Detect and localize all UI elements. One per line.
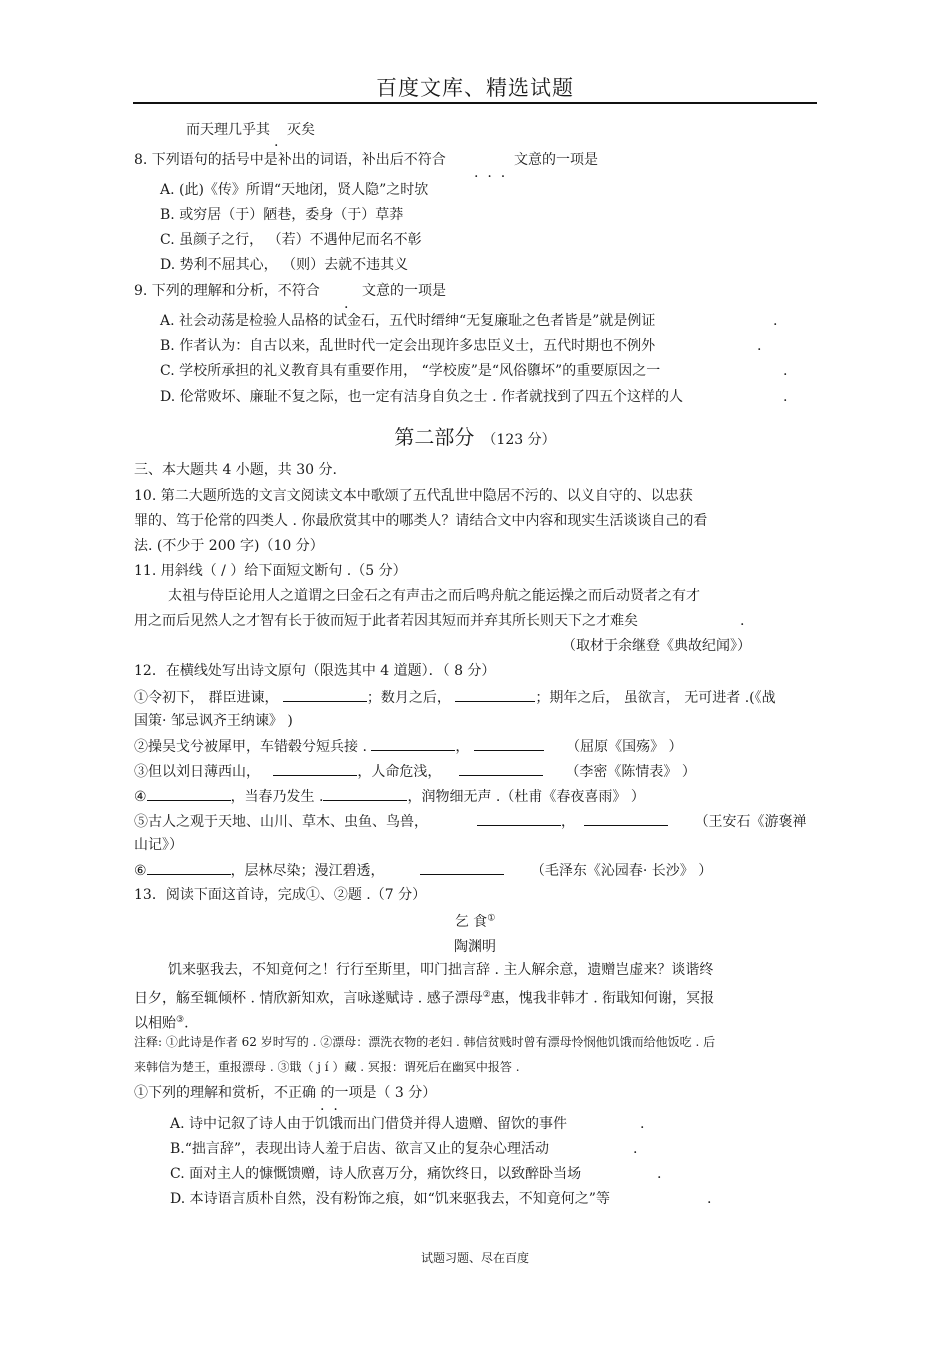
fill-item-1: ①令初下， 群臣进谏， ；数月之后， ；期年之后， 虽欲言， 无可进者 .(《战 bbox=[134, 690, 776, 706]
poem-line: 饥来驱我去，不知竟何之！行行至斯里，叩门拙言辞 . 主人解余意，遗赠岂虚来？谈谐终 bbox=[168, 962, 714, 978]
question-10: 10. 第二大题所选的文言文阅读文本中歌颂了五代乱世中隐居不污的、以义自守的、以忠获 bbox=[134, 488, 693, 504]
fill-item-6: ⑥ ，层林尽染；漫江碧透， （毛泽东《沁园春· 长沙》 ） bbox=[134, 863, 713, 879]
option-d: D. 势利不屈其心， （则）去就不违其义 bbox=[160, 257, 409, 273]
fill-item-3: ③但以刘日薄西山， ，人命危浅， （李密《陈情表》 ） bbox=[134, 764, 696, 780]
answer-blank[interactable] bbox=[323, 787, 407, 801]
period: . bbox=[740, 613, 745, 629]
poem-title: 乞 食① bbox=[454, 913, 496, 930]
question-8: 8. 下列语句的括号中是补出的词语，补出后不符合 bbox=[134, 152, 446, 168]
annotation-line: 来韩信为楚王，重报漂母 . ③戢（ j í ）藏 . 冥报：谓死后在幽冥中报答 . bbox=[134, 1060, 520, 1074]
poem-line: 日夕，觞至辄倾杯 . 情欣新知欢，言咏遂赋诗 . 感子漂母②惠，愧我非韩才 . 衔戢知何谢，冥报 bbox=[134, 990, 715, 1007]
answer-blank[interactable] bbox=[420, 861, 504, 875]
option-a: A. (此)《传》所谓“天地闭，贤人隐”之时欤 bbox=[160, 182, 429, 198]
question-9: 9. 下列的理解和分析，不符合 bbox=[134, 283, 320, 299]
question-11: 11. 用斜线（ / ）给下面短文断句 .（5 分） bbox=[134, 563, 407, 579]
option-a: A. 社会动荡是检验人品格的试金石，五代时缙绅“无复廉耻之色者皆是”就是例证 bbox=[160, 313, 656, 329]
passage-source: （取材于余继登《典故纪闻》） bbox=[562, 638, 751, 654]
emphasis-dots: . . . bbox=[474, 165, 506, 181]
period: . bbox=[783, 363, 788, 379]
text-line: 灭矣 bbox=[287, 122, 315, 138]
period: . bbox=[783, 389, 788, 405]
answer-blank[interactable] bbox=[459, 762, 543, 776]
answer-blank[interactable] bbox=[147, 787, 231, 801]
emphasis-dots: . . bbox=[320, 1098, 338, 1114]
question-8-tail: 文意的一项是 bbox=[514, 152, 598, 168]
option-d: D. 伦常败坏、廉耻不复之际，也一定有洁身自负之士 . 作者就找到了四五个这样的人 bbox=[160, 389, 683, 405]
fill-item-5: ⑤古人之观于天地、山川、草木、虫鱼、鸟兽， ， （王安石《游褒禅 bbox=[134, 814, 807, 830]
option-b: B. 或穷居（于）陋巷，委身（于）草莽 bbox=[160, 207, 404, 223]
emphasis-dot: . bbox=[344, 296, 349, 312]
sub-question-1: ①下列的理解和赏析，不正确 的一项是（ 3 分） bbox=[134, 1085, 437, 1101]
passage-line: 用之而后见然人之才智有长于彼而短于此者若因其短而并弃其所长则天下之才难矣 bbox=[134, 613, 638, 629]
fill-item-2: ②操吴戈兮被犀甲，车错毂兮短兵接 . ， （屈原《国殇》 ） bbox=[134, 739, 683, 755]
answer-blank[interactable] bbox=[474, 737, 544, 751]
answer-blank[interactable] bbox=[273, 762, 357, 776]
section-title: 第二部分 （123 分） bbox=[394, 425, 556, 449]
option-b: B. 作者认为：自古以来，乱世时代一定会出现许多忠臣义士，五代时期也不例外 bbox=[160, 338, 656, 354]
page-header-title: 百度文库、精选试题 bbox=[376, 76, 574, 100]
answer-blank[interactable] bbox=[283, 688, 367, 702]
question-10-line3: 法. (不少于 200 字)（10 分） bbox=[134, 538, 324, 554]
answer-blank[interactable] bbox=[584, 812, 668, 826]
period: . bbox=[757, 338, 762, 354]
answer-blank[interactable] bbox=[371, 737, 455, 751]
period: . bbox=[657, 1166, 662, 1182]
option-b: B.“拙言辞”，表现出诗人羞于启齿、欲言又止的复杂心理活动 bbox=[170, 1141, 550, 1157]
period: . bbox=[707, 1191, 712, 1207]
page-footer: 试题习题、尽在百度 bbox=[420, 1251, 529, 1265]
fill-item-4: ④ ，当春乃发生 . ，润物细无声 .（杜甫《春夜喜雨》 ） bbox=[134, 789, 645, 805]
option-c: C. 面对主人的慷慨馈赠，诗人欣喜万分，痛饮终日，以致醉卧当场 bbox=[170, 1166, 582, 1182]
option-d: D. 本诗语言质朴自然，没有粉饰之痕，如“饥来驱我去，不知竟何之”等 bbox=[170, 1191, 610, 1207]
period: . bbox=[640, 1116, 645, 1132]
fill-item-1-source: 国策· 邹忌讽齐王纳谏》 ) bbox=[134, 713, 293, 729]
question-9-tail: 文意的一项是 bbox=[362, 283, 446, 299]
option-a: A. 诗中记叙了诗人由于饥饿而出门借贷并得人遗赠、留饮的事件 bbox=[170, 1116, 568, 1132]
question-12: 12．在横线处写出诗文原句（限选其中 4 道题）．（ 8 分） bbox=[134, 663, 496, 679]
emphasis-dot: . bbox=[274, 134, 279, 150]
answer-blank[interactable] bbox=[147, 861, 231, 875]
period: . bbox=[773, 313, 778, 329]
annotation-line: 注释: ①此诗是作者 62 岁时写的 . ②漂母：漂洗衣物的老妇 . 韩信贫贱时曾有漂母怜悯他饥饿而给他饭吃 . 后 bbox=[134, 1035, 716, 1049]
period: . bbox=[633, 1141, 638, 1157]
fill-item-5-source: 山记》） bbox=[134, 837, 183, 853]
part-intro: 三、本大题共 4 小题，共 30 分. bbox=[134, 462, 337, 478]
question-10-line2: 罪的、笃于伦常的四类人 . 你最欣赏其中的哪类人？请结合文中内容和现实生活谈谈自己的看 bbox=[134, 513, 708, 529]
passage-line: 太祖与侍臣论用人之道谓之曰金石之有声击之而后鸣舟航之能运操之而后动贤者之有才 bbox=[168, 588, 700, 604]
header-divider bbox=[133, 102, 817, 104]
option-c: C. 学校所承担的礼义教育具有重要作用， “学校废”是“风俗隳坏”的重要原因之一 bbox=[160, 363, 661, 379]
option-c: C. 虽颜子之行， （若）不遇仲尼而名不彰 bbox=[160, 232, 422, 248]
text-line: 而天理几乎其 bbox=[186, 122, 270, 138]
answer-blank[interactable] bbox=[477, 812, 561, 826]
poem-line: 以相贻③. bbox=[134, 1015, 189, 1032]
question-13: 13．阅读下面这首诗，完成①、②题 .（7 分） bbox=[134, 887, 427, 903]
poem-author: 陶渊明 bbox=[454, 939, 496, 955]
answer-blank[interactable] bbox=[455, 688, 535, 702]
